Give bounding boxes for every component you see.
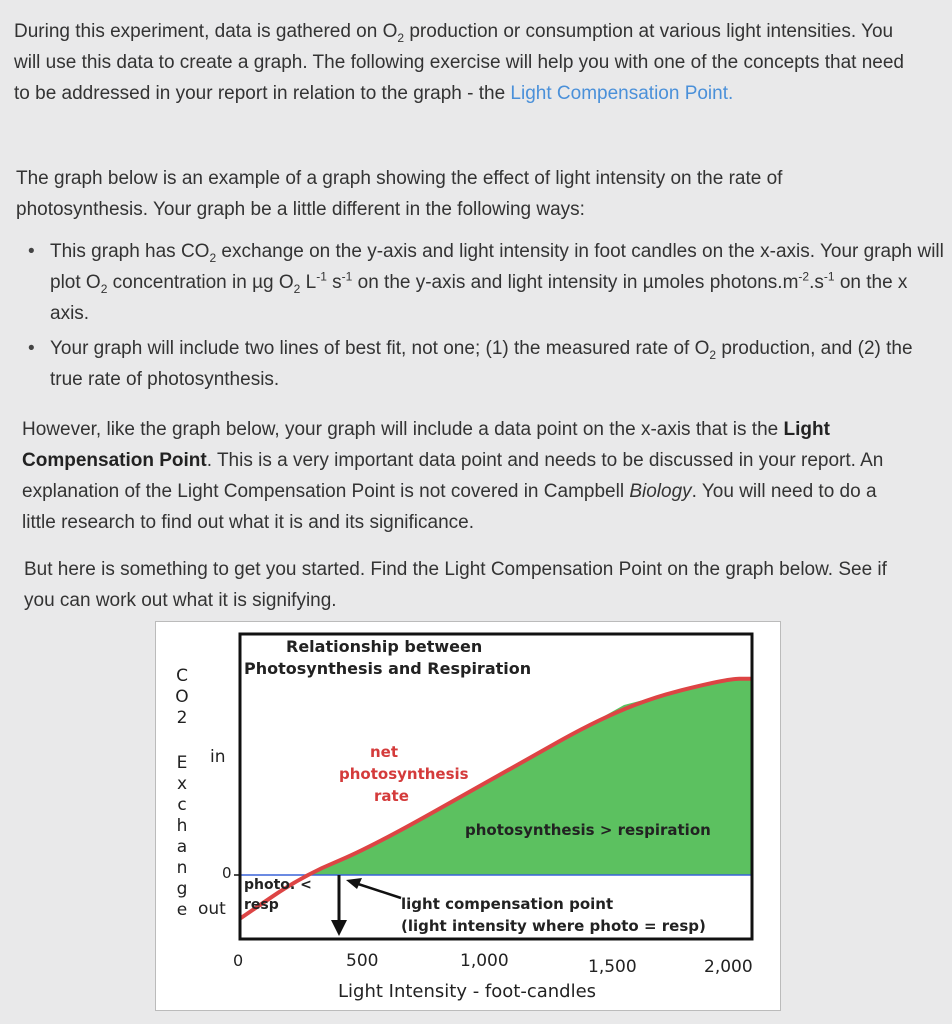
y-label-letter: g — [176, 879, 188, 899]
y-label-letter: x — [176, 774, 188, 794]
net-label-line1: net — [370, 743, 399, 761]
lcp-label-line1: light compensation point — [401, 895, 614, 913]
lcp-label-line2: (light intensity where photo = resp) — [401, 917, 706, 935]
x-tick-label: 500 — [346, 951, 379, 971]
compensation-point-paragraph: However, like the graph below, your graph will include a data point on the x-axis that is the Light Compensation Point. This is a very important data point and needs to be discussed in your report. An explanation of the Light Compensation Point is not covered in Campbell Biology. You will need to do a little research to find out what it is and its significance. — [22, 419, 884, 533]
y-label-letter: n — [176, 858, 188, 878]
y-zero-label: 0 — [222, 864, 232, 882]
getting-started-paragraph: But here is something to get you started. Find the Light Compensation Point on the graph below. See if you can work out what it is signifying. — [24, 559, 887, 611]
y-label-letter: E — [176, 753, 188, 773]
intro-paragraph: During this experiment, data is gathered on $O_2$ production or consumption at various light intensities. You will use this data to create a graph. The following exercise will help you with one of the concepts that need to be addressed in your report in relation to the graph - the Light Compensation Point. — [14, 21, 905, 104]
graph-title-line1: Relationship between — [286, 637, 483, 656]
net-label-line2: photosynthesis — [339, 765, 469, 783]
x-axis-label: Light Intensity - foot-candles — [338, 981, 597, 1002]
y-label-letter: 2 — [176, 708, 188, 728]
x-tick-label: 1,000 — [460, 951, 509, 971]
net-label-line3: rate — [374, 787, 409, 805]
x-tick-label: 2,000 — [704, 957, 753, 977]
list-item: • Your graph will include two lines of best fit, not one; (1) the measured rate of $O_2$ production, and (2) the true rate of photosynthesis. — [50, 333, 950, 395]
x-tick-label: 1,500 — [588, 957, 637, 977]
y-label-letter: a — [176, 837, 188, 857]
graph-title-line2: Photosynthesis and Respiration — [244, 659, 532, 678]
y-out-label: out — [198, 899, 226, 919]
y-label-letter: h — [176, 816, 188, 836]
photosynthesis-graph — [155, 621, 781, 1011]
list-item: • This graph has $CO_2$ exchange on the y-axis and light intensity in foot candles on the x-axis. Your graph will plot $O_2$ concentration in µg $O_2$ $L^{-1}$ $s^{-1}$ on the y-axis and light intensity in µmoles $photons.m^{-2}.s^{-1}$ on the x axis. — [50, 236, 950, 329]
y-label-letter: C — [176, 666, 188, 686]
photo-lt-resp-line1: photo. < — [244, 877, 312, 893]
y-label-letter: c — [177, 795, 187, 815]
differences-list — [26, 236, 950, 399]
photo-lt-resp-line2: resp — [244, 897, 279, 913]
x-tick-label: 0 — [233, 951, 244, 970]
y-label-letter: e — [176, 900, 188, 920]
graph-description-paragraph: The graph below is an example of a graph showing the effect of light intensity on the rate of photosynthesis. Your graph be a little different in the following ways: — [16, 168, 783, 220]
light-compensation-point-link[interactable]: Light Compensation Point. — [510, 83, 734, 104]
y-label-letter: O — [175, 687, 189, 707]
photo-gt-resp-label: photosynthesis > respiration — [465, 821, 711, 839]
y-in-label: in — [210, 747, 226, 767]
